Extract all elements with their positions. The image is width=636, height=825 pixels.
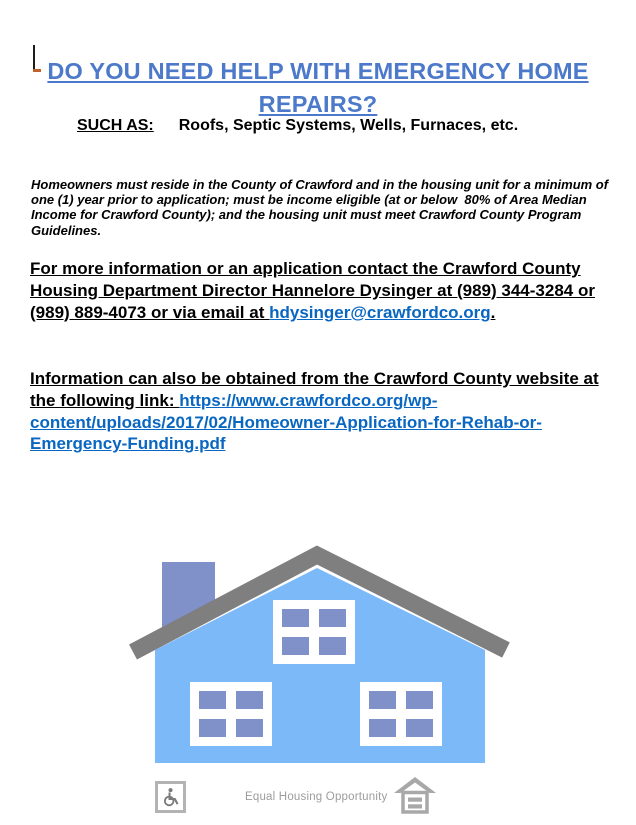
contact-paragraph (30, 258, 605, 323)
such-as-items: Roofs, Septic Systems, Wells, Furnaces, etc. (178, 117, 519, 134)
house-window-right (360, 682, 442, 746)
page-title: DO YOU NEED HELP WITH EMERGENCY HOME REPAIRS? (47, 57, 589, 117)
such-as-label: SUCH AS: (77, 117, 154, 134)
application-pdf-link[interactable]: https://www.crawfordco.org/wp-content/uploads/2017/02/Homeowner-Application-for-Rehab-or-Emergency-Funding.pdf (30, 390, 542, 454)
email-link[interactable]: hdysinger@crawfordco.org (269, 302, 491, 322)
equal-housing-text: Equal Housing Opportunity (245, 791, 388, 803)
website-paragraph (30, 368, 605, 455)
accessibility-icon (155, 781, 186, 813)
equal-housing-icon (393, 776, 437, 816)
contact-text-period: . (490, 302, 496, 322)
house-window-top (273, 600, 355, 664)
house-window-left (190, 682, 272, 746)
website-text: Information can also be obtained from the Crawford County website at the following link: (30, 369, 599, 410)
eligibility-paragraph: Homeowners must reside in the County of Crawford and in the housing unit for a minimum of one (1) year prior to application; must be income eligible (at or below 80% of Area Median Income for Crawford County); and the housing unit must meet Crawford County Program Guidelines. (31, 177, 612, 238)
such-as-row (77, 117, 518, 135)
contact-text: For more information or an application contact the Crawford County Housing Department Director Hannelore Dysinger at (989) 344-3284 or (989) 889-4073 or via email at (30, 259, 595, 322)
house-illustration (110, 540, 530, 780)
